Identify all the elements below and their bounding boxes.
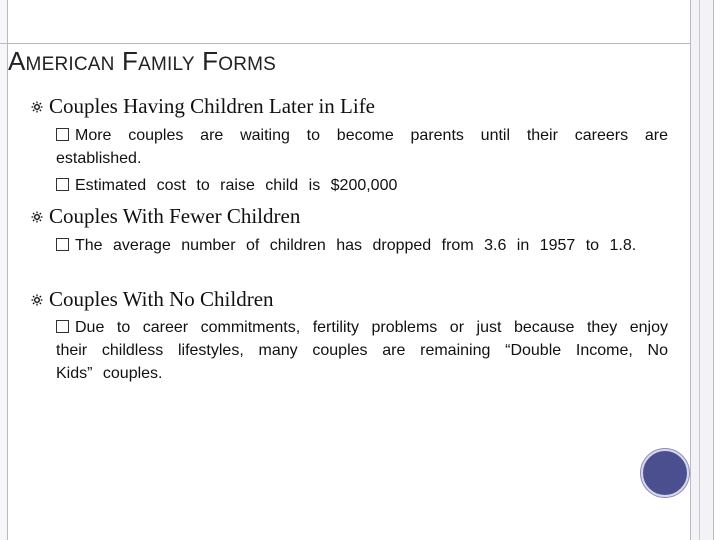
section-heading: Couples With No Children — [49, 287, 274, 311]
right-rail — [690, 0, 714, 540]
section-bullet-icon — [31, 293, 43, 311]
section-bullet-icon — [31, 100, 43, 118]
section-bullet-icon — [31, 210, 43, 228]
sun-bullet-icon — [31, 211, 43, 223]
sub-point — [56, 124, 668, 170]
section-heading: Couples With Fewer Children — [49, 204, 301, 228]
sub-point — [56, 316, 668, 385]
title-rest-1: MERICAN — [25, 54, 115, 75]
sun-bullet-icon — [31, 101, 43, 113]
right-rail-line — [699, 0, 700, 540]
sun-bullet-icon — [31, 294, 43, 306]
square-bullet-icon — [56, 320, 69, 333]
sub-point — [56, 234, 668, 257]
square-bullet-icon — [56, 128, 69, 141]
title-rule — [0, 43, 690, 44]
title-rest-3: ORMS — [218, 54, 277, 75]
sub-point-text: Due to career commitments, fertility problems or just because they enjoy their childless lifestyles, many couples are remaining “Double Income, No Kids” couples. — [56, 319, 668, 382]
title-initial-2: F — [122, 46, 139, 76]
title-initial-3: F — [202, 46, 219, 76]
left-border — [0, 0, 8, 540]
sub-point-text: Estimated cost to raise child is $200,000 — [75, 177, 398, 194]
section-heading: Couples Having Children Later in Life — [49, 94, 376, 118]
title-rest-2: AMILY — [138, 54, 195, 75]
title-initial-1: A — [8, 46, 26, 76]
square-bullet-icon — [56, 178, 69, 191]
sub-point — [56, 174, 668, 197]
sub-point-text: More couples are waiting to become parents until their careers are established. — [56, 127, 668, 167]
sub-point-text: The average number of children has dropped from 3.6 in 1957 to 1.8. — [75, 237, 637, 254]
square-bullet-icon — [56, 238, 69, 251]
slide-title — [8, 46, 276, 77]
decorative-circle — [641, 449, 689, 497]
